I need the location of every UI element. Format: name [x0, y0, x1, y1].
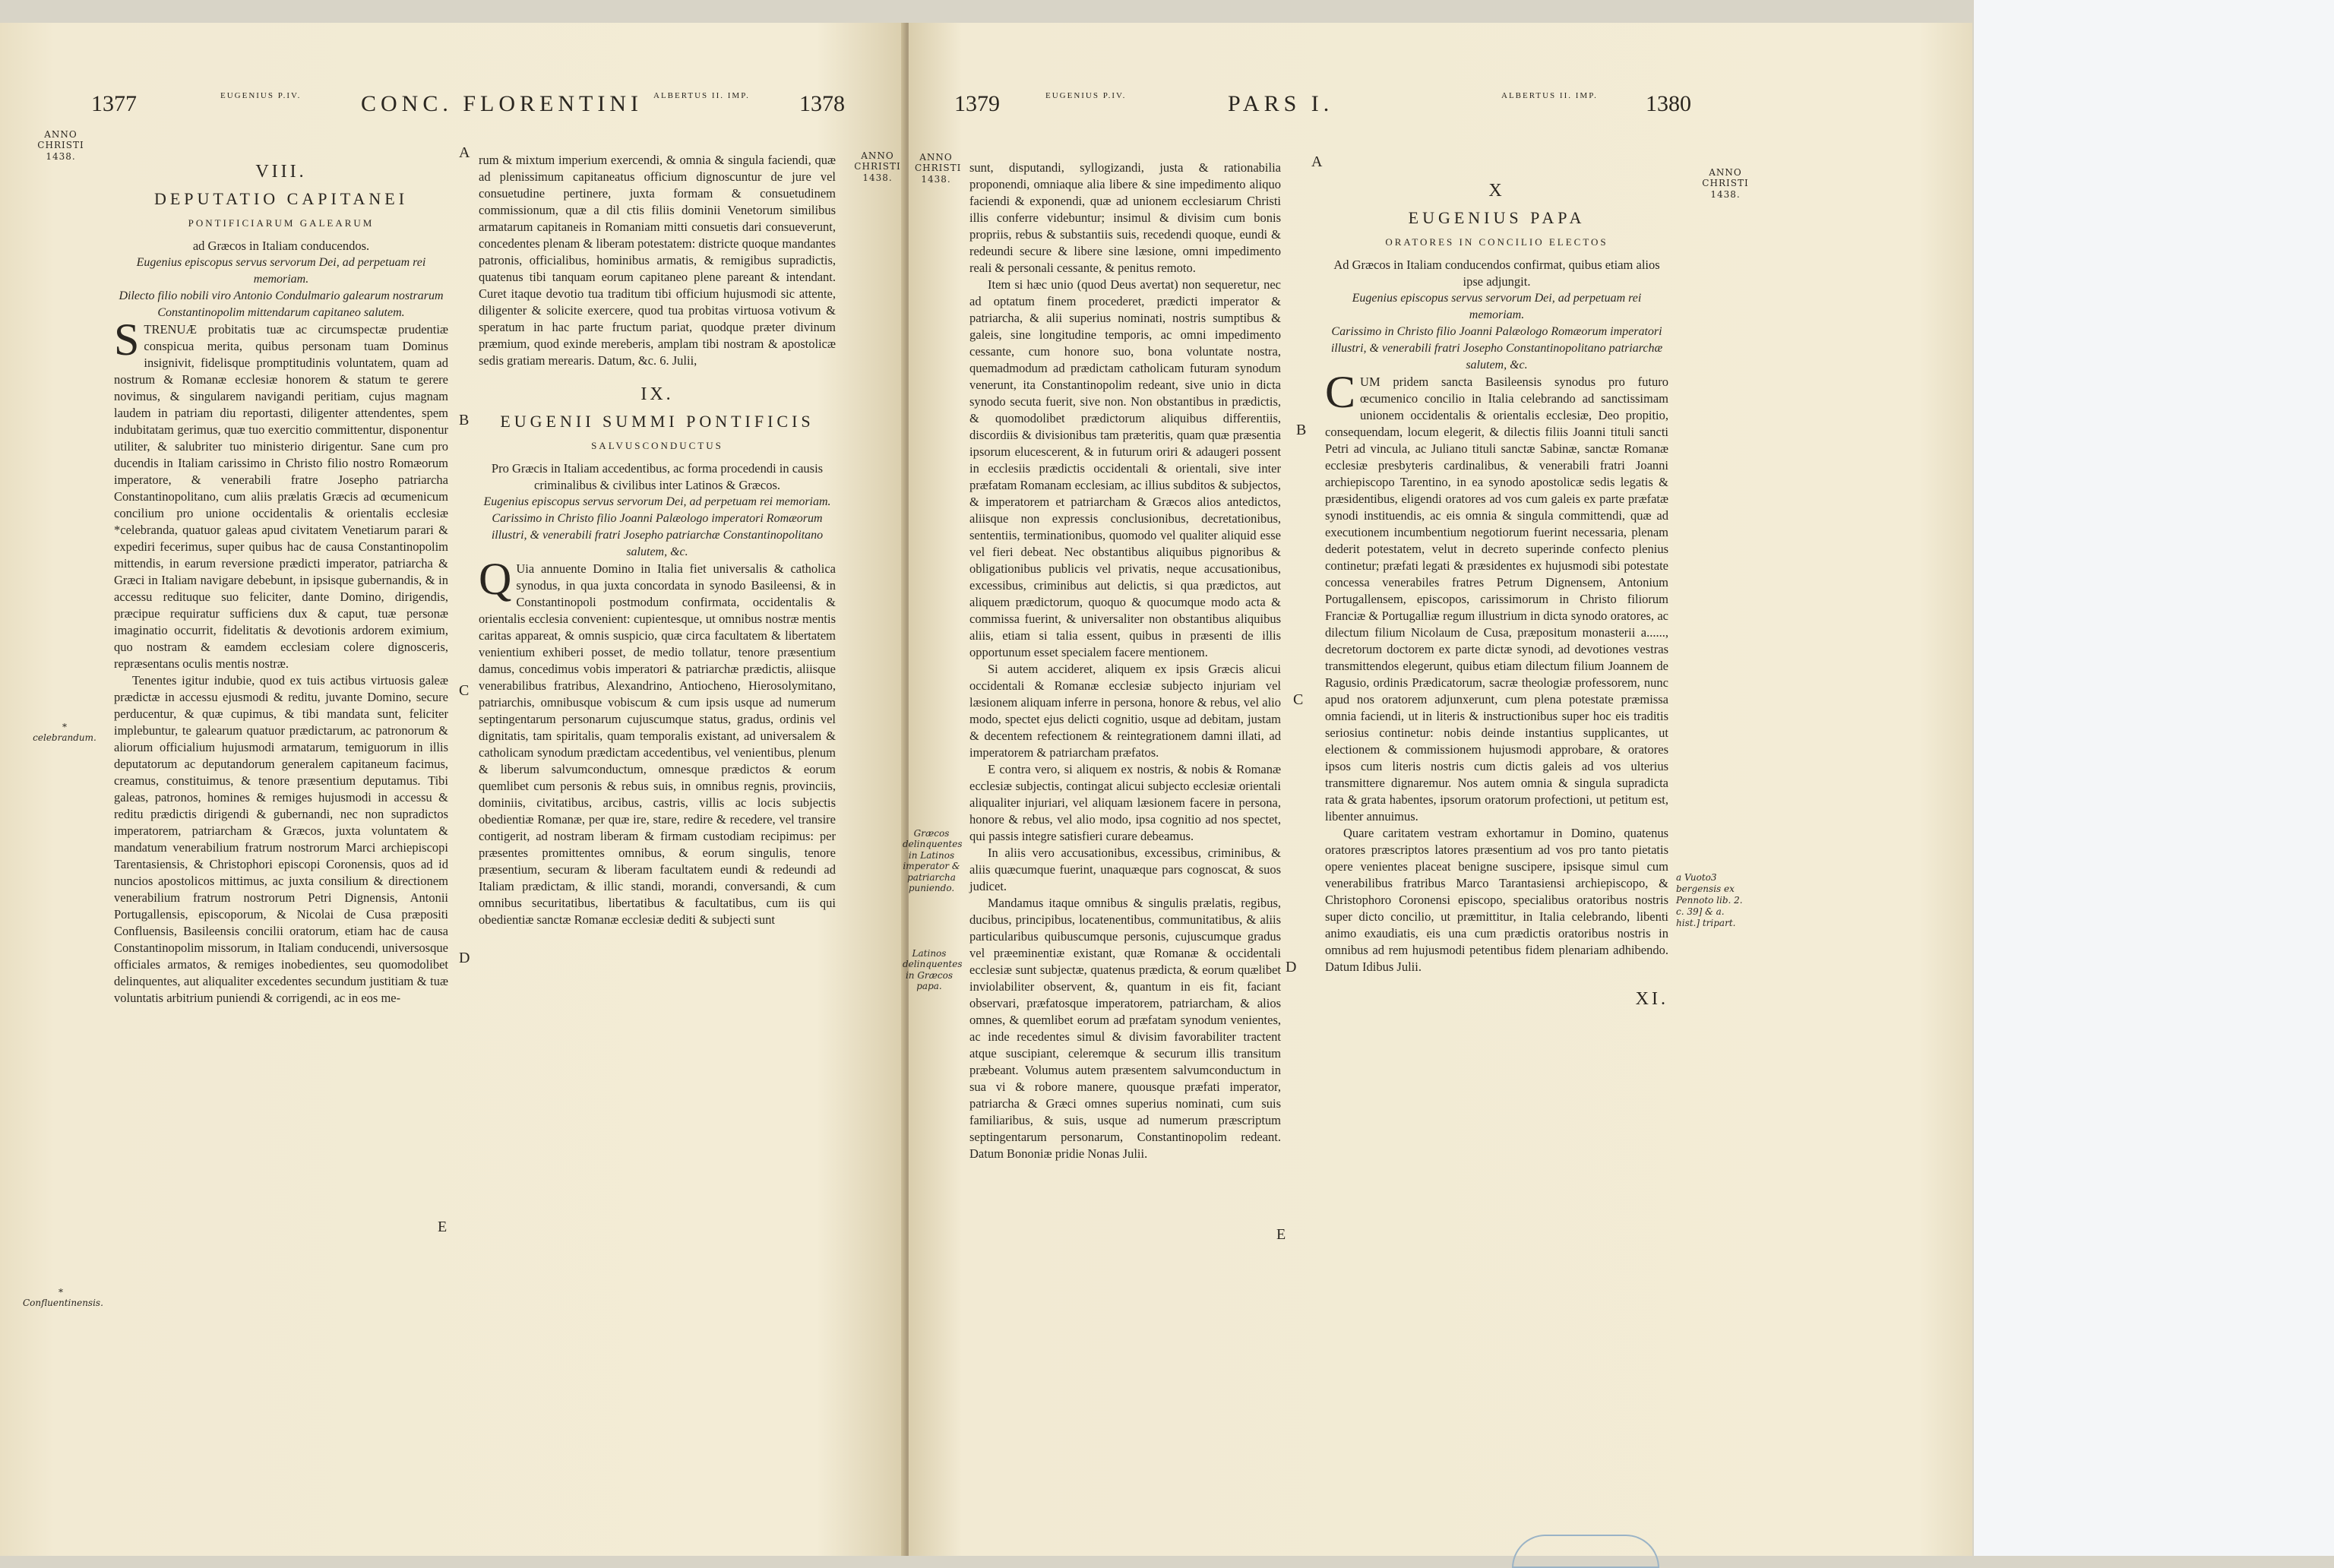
- document-summary: Ad Græcos in Italiam conducendos confirmat, quibus etiam alios ipse adjungit.: [1333, 258, 1660, 289]
- section-letter: B: [459, 412, 470, 428]
- document-subtitle: ORATORES IN CONCILIO ELECTOS: [1385, 236, 1608, 248]
- running-head-emperor: ALBERTUS II. IMP.: [1501, 91, 1598, 100]
- document-number: X: [1488, 181, 1505, 201]
- document-title: EUGENII SUMMI PONTIFICIS: [500, 412, 814, 431]
- body-paragraph: sunt, disputandi, syllogizandi, justa & rationabilia proponendi, omniaque alia libere & sine impedimento aliquo faciendi & exponendi, quæ ad unionem ecclesiarum Christi illis conferre videbuntur; insimul & divisim cum bonis propriis, rebus & substantiis suis, recedendi quoque, eundi & redeundi secure & libere sine læsione, omni impedimento reali & personali cessante, & penitus remoto.: [969, 160, 1281, 275]
- section-letter: D: [1286, 959, 1297, 975]
- margin-note: * celebrandum.: [33, 722, 96, 744]
- page-number: 1379: [954, 91, 1000, 116]
- document-subtitle: SALVUSCONDUCTUS: [591, 440, 723, 451]
- section-letter: A: [459, 144, 470, 161]
- running-head-pope: EUGENIUS P.IV.: [220, 91, 302, 100]
- next-document-number: XI.: [1635, 989, 1668, 1009]
- section-letter: D: [459, 950, 470, 966]
- anno-christi-margin: ANNO CHRISTI 1438.: [915, 152, 962, 185]
- papal-formula: Eugenius episcopus servus servorum Dei, ad perpetuam rei memoriam.: [483, 495, 831, 508]
- body-paragraph: Mandamus itaque omnibus & singulis prælatis, regibus, ducibus, principibus, locatenentibus, communitatibus, & aliis particularibus quibuscumque personis, cujuscumque gradus vel præeminentiæ existant, quæ Romanæ & occidentali ecclesiæ sunt subjectæ, quatenus prædicta, & eorum quælibet inviolabiliter observent, &, quantum in eis fit, faciant observari, præfatosque imperatorem, patriarcham, & alios omnes, & quemlibet eorum ad præfatam synodum venientes, ac inde recedentes simul & divisim favorabiliter tractent atque suscipiant, celeremque & securum illis transitum præbeant. Volumus autem præsentem salvumconductum in sua vi & robore manere, quousque præfati imperator, patriarcha & Græci omnes superius nominati, cum suis familiaribus, & suis, usque ad numerum præscriptum septingentarum personarum, Constantinopolim redeant. Datum Bononiæ pridie Nonas Julii.: [969, 896, 1281, 1161]
- section-letter: E: [1276, 1226, 1286, 1243]
- body-paragraph: QUia annuente Domino in Italia fiet universalis & catholica synodus, in qua juxta concordata in synodo Basileensi, & in Constantinopoli postmodum confirmata, occidentalis & orientalis ecclesia convenient: cupientesque, ut omnibus nostræ mentis caritas appareat, & omnis suspicio, quæ circa facultatem & libertatem venientium exhiberi posset, de medio tollatur, tenore præsentium damus, concedimus vobis imperatori & patriarchæ prædictis, aliisque venerabilibus fratribus, Alexandrino, Antiocheno, Hierosolymitano, patriarchis, omnibusque vobiscum & cum ipsis usque ad numerum septingentarum personarum cujuscumque status, gradus, ordinis vel dignitatis, tam spiritalis, quam temporalis existant, ad universalem & catholicam synodum prædictam accedentibus, vel venientibus, plenum & liberum salvumconductum, omnesque prædictos & eorum quemlibet cum personis & rebus suis, in omnibus regnis, provinciis, dominiis, civitatibus, arcibus, castris, villis ac locis subjectis obedientiæ Romanæ, per quæ ire, stare, redire & recedere, vel transire contigerit, ad nostram liberam & firmam custodiam recipimus: per præsentes promittentes omnibus, & eorum singulis, tenore præsentium, securam & liberam facultatem eundi & redeundi ad Italiam prædictam, & illic standi, morandi, conversandi, & cum omnibus securitatibus, libertatibus & facultatibus, cum iis qui obedientiæ sanctæ Romanæ ecclesiæ dediti & subjecti sunt: [479, 554, 836, 927]
- anno-christi-margin: ANNO CHRISTI 1438.: [1702, 167, 1749, 200]
- document-summary: Pro Græcis in Italiam accedentibus, ac forma procedendi in causis criminalibus & civilibus inter Latinos & Græcos.: [491, 461, 824, 492]
- margin-note: a Vuoto3 bergensis ex Pennoto lib. 2. c. 39] & a. hist.] tripart.: [1676, 872, 1743, 928]
- margin-note: * Confluentinensis.: [23, 1287, 103, 1309]
- salutation: Carissimo in Christo filio Joanni Palæologo imperatori Romæorum illustri, & venerabili fratri Josepho patriarchæ Constantinopolitano salutem, &c.: [491, 512, 824, 558]
- page-number: 1380: [1646, 91, 1691, 116]
- section-letter: B: [1296, 422, 1307, 438]
- body-paragraph: Item si hæc unio (quod Deus avertat) non sequeretur, nec ad optatum finem procederet, prædicti imperator & patriarcha, & alii superius nominati, nostris sumptibus & galeis, sine longitudine temporis, ac omni impedimento cessante, cum honore suo, bona voluntate nostra, quemadmodum ad prædictam catholicam futuram synodum venerunt, ita Constantinopolim redeant, sive unio in dicta synodo secuta fuerit, sive non. Non obstantibus in prædictis, & quomodolibet prædictorum aliquibus differentiis, discordiis & divisionibus tam præteritis, quam quæ præsentia ipsorum elucescerent, & in futurum oriri & adaugeri possent in ecclesiis prædictis occidentali & orientali, sive inter præfatam Romanam ecclesiam, ac illius subditos & subjectos, & imperatorem et patriarcham & Græcos alios antedictos, aliisque non expressis conclusionibus, decretationibus, sententiis, terminationibus, quomodo vel qualiter aliquid esse vel fieri debeat. Nec obstantibus aliquibus pignoribus & obligationibus publicis vel privatis, neque accusationibus, excessibus, criminibus aut delictis, si qua prædictos, aut aliquem prædictorum, quoquo & quocumque modo acta & commissa fuerint, & universaliter non obstantibus aliquibus aliis, etiam si talia essent, quibus in præsenti de illis opportunum esset specialem facere mentionem.: [969, 277, 1281, 659]
- body-paragraph: Tenentes igitur indubie, quod ex tuis actibus virtuosis galeæ prædictæ in accessu ejusmodi & reditu, juvante Domino, secure perducentur, & quæ cupimus, & tibi mandata sunt, feliciter implebuntur, te galearum quatuor prædictarum, ac patronorum & aliorum officialium hujusmodi armatarum, temiguorum in illis deputatorum ac deputandorum generalem capitaneum facimus, creamus, constituimus, & tenore præsentium deputamus. Tibi galeas, patronos, homines & remiges hujusmodi in accessu & reditu prædictis dirigendi & gubernandi, nec non supradictos imperatorem, patriarcham & Græcos, juxta voluntatem & mandatum venerabilium fratrum nostrorum Marci archiepiscopi Tarentasiensis, & Christophori episcopi Coronensis, quos ad id nuncios apostolicos mittimus, ac juxta consilium & directionem venerabilium fratrum nostrorum Petri Dignensis, Antonii Portugallensis, episcoporum, & Nicolai de Cusa præpositi Confluensis, Basileensis concilii oratorum, etiam hac de causa Constantinopolim missorum, in Italiam conducendi, universosque officiales armatos, & remiges inobedientes, seu quomodolibet delinquentes, aut aliqualiter excedentes secundum justitiam & tuæ voluntatis arbitrium puniendi & corrigendi, ac in eos me-: [114, 673, 448, 1005]
- anno-christi-margin: ANNO CHRISTI 1438.: [854, 150, 901, 183]
- scanner-background: [1974, 0, 2334, 1556]
- page-number: 1377: [91, 91, 137, 116]
- body-paragraph: E contra vero, si aliquem ex nostris, & nobis & Romanæ ecclesiæ subjectis, contingat alicui subjecto ecclesiæ orientali aliqualiter injuriari, vel aliquam læsionem facere in persona, honore & rebus, vel alio modo, ipsa cognitio ad nos spectet, qui passis integre satisfieri curare debeamus.: [969, 762, 1281, 843]
- salutation: Dilecto filio nobili viro Antonio Condulmario galearum nostrarum Constantinopolim mittendarum capitaneo salutem.: [119, 289, 444, 319]
- body-paragraph: rum & mixtum imperium exercendi, & omnia & singula faciendi, quæ ad plenissimum capitaneatus officium dignoscuntur de jure vel consuetudine pertinere, juxta formam & consuetudinem commissionum, quæ a dil ctis filiis dominii Venetorum similibus armatarum capitaneis in Romaniam mitti consuetis dari consueverunt, concedentes plenam & liberam potestatem: districte quoque mandantes patronis, officialibus, hominibus armatis, & remigibus supradictis, quatenus tibi tanquam eorum capitaneo plene pareant & intendant. Curet itaque devotio tua traditum tibi officium hujusmodi sic attente, diligenter & solicite exercere, quod tua probitas virtuosa votivum & speratum in hac parte fructum pariat, quodque præter divinum præmium, quod exinde mereberis, amplam tibi nostram & apostolicæ sedis gratiam merearis. Datum, &c. 6. Julii,: [479, 153, 836, 368]
- body-paragraph: In aliis vero accusationibus, excessibus, criminibus, & aliis quæcumque fuerint, unaquæque pars cognoscat, & suos judicet.: [969, 846, 1281, 893]
- running-title: CONC. FLORENTINI: [361, 91, 643, 116]
- document-number: VIII.: [255, 162, 307, 182]
- document-title: EUGENIUS PAPA: [1408, 208, 1586, 227]
- running-head-emperor: ALBERTUS II. IMP.: [653, 91, 750, 100]
- document-summary: ad Græcos in Italiam conducendos.: [192, 239, 370, 253]
- papal-formula: Eugenius episcopus servus servorum Dei, ad perpetuam rei memoriam.: [1352, 292, 1642, 321]
- document-title: DEPUTATIO CAPITANEI: [153, 189, 409, 208]
- papal-formula: Eugenius episcopus servus servorum Dei, ad perpetuam rei memoriam.: [136, 256, 426, 286]
- column-left-2: [479, 152, 836, 928]
- margin-note: Græcos delinquentes in Latinos imperator & patriarcha puniendo.: [903, 828, 963, 893]
- salutation: Carissimo in Christo filio Joanni Palæologo Romæorum imperatori illustri, & venerabili fratri Josepho Constantinopolitano patriarchæ salutem, &c.: [1330, 325, 1663, 371]
- document-subtitle: PONTIFICIARUM GALEARUM: [188, 217, 375, 229]
- library-stamp: [1512, 1535, 1659, 1568]
- running-head-pope: EUGENIUS P.IV.: [1045, 91, 1127, 100]
- section-letter: C: [1293, 691, 1304, 708]
- column-right-2: [1325, 175, 1668, 1015]
- body-paragraph: CUM pridem sancta Basileensis synodus pro futuro œcumenico concilio in Italia celebrando ad sanctissimam unionem occidentalis & orientalis ecclesiæ, Deo propitio, consequendam, locum elegerit, & dilectis filiis Joanni tituli sancti Petri ad vincula, ac Juliano tituli sanctæ Sabinæ, sanctæ Romanæ ecclesiæ presbyteris cardinalibus, & venerabili fratri Joanni archiepiscopo Tarentino, in ea synodo apostolicæ sedis legatis & præsidentibus, eligendi oratores ad vos cum galeis ex parte præfatæ synodi instituendis, ac eis omnia & singula committendi, quæ ad executionem incumbentium negotiorum fuerint necessaria, plenam dederit potestatem, velut in decreto superinde confecto plenius continetur; præfati legati & præsidentes ex hujusmodi sibi potestate concessa venerabiles fratres Petrum Dignensem, Antonium Portugallensem, episcopos, carissimorum in Christo filiorum Franciæ & Portugalliæ regum illustrium in dicta synodo oratores, ac dilectum filium Nicolaum de Cusa, præpositum monasterii a......, decretorum doctorem ex parte dictæ synodi, ad devotiones vestras transmittendos elegerunt, quibus etiam dilectum filium Joannem de Ragusio, ordinis Prædicatorum, sacræ theologiæ professorem, nunc apud nos oratorem adjunxerunt, cum plena potestate præmissa omnia faciendi, ut in literis & instructionibus super hoc eis traditis seriosius continetur: nobis deinde instantius supplicantes, ut electionem & commissionem hujusmodi approbare, & oratores ipsos cum literis nostris cum dictis galeis ad vos ulterius transmittere dignaremur. Nos autem omnia & singula supradicta rata & grata habentes, ipsorum oratorum profectioni, ut petitum est, libenter annuimus.: [1325, 367, 1668, 824]
- page-number: 1378: [799, 91, 845, 116]
- body-paragraph: Si autem accideret, aliquem ex ipsis Græcis alicui occidentali & Romanæ ecclesiæ subjecto injuriam vel læsionem aliquam inferre in persona, honore & rebus, vel alio modo, spectet ejus delicti cognitio, usque ad debitam, justam & decentem refectionem & reintegrationem damni illati, ad imperatorem & patriarcham præfatos.: [969, 662, 1281, 760]
- anno-christi-margin: ANNO CHRISTI 1438.: [37, 129, 84, 162]
- section-letter: C: [459, 682, 470, 699]
- body-paragraph: STRENUÆ probitatis tuæ ac circumspectæ prudentiæ conspicua merita, quibus personam tuam Dominus insignivit, fidelisque promptitudinis voluntatem, quam ad nostrum & Romanæ ecclesiæ honorem & statum te gerere novimus, & singularem navigandi peritiam, cujus magnam laudem in patriam diu reportasti, diligenter attendentes, spem indubitatam gerimus, quæ tuo exercitio committentur, disponentur utiliter, & salubriter tuo ministerio dirigentur. Sane cum pro ducendis in Italiam carissimo in Christo filio nostro Romæorum imperatore, & venerabili fratre Josepho patriarcha Constantinopolitano, cum aliis prælatis Græcis ad œcumenicum concilium pro unione occidentalis & orientalis ecclesiæ *celebranda, quatuor galeas apud civitatem Venetiarum parari & expediri fecerimus, super quibus hac de causa Constantinopolim mittendis, in earum reversione prædicti imperator, patriarcha & Græci in Italiam navigare debebunt, in ipsisque gubernandis, & in accessu redituque suo feliciter, dante Domino, dirigendis, præcipue requiratur sufficiens dux & caput, tuæ personæ imaginatio occurrit, fidelitatis & devotionis ardorem eximium, quo nostram & eamdem ecclesiam colere dignosceris, repræsentans oculis mentis nostræ.: [114, 315, 448, 671]
- right-page: [903, 23, 1972, 1556]
- margin-note: Latinos delinquentes in Græcos papa.: [903, 948, 963, 992]
- section-letter: A: [1311, 153, 1323, 170]
- column-right-1: [969, 160, 1281, 1162]
- running-title: PARS I.: [1228, 91, 1334, 116]
- left-page: [0, 23, 907, 1556]
- section-letter: E: [438, 1219, 448, 1235]
- column-left-1: [114, 156, 448, 1007]
- document-number: IX.: [640, 384, 674, 404]
- body-paragraph: Quare caritatem vestram exhortamur in Domino, quatenus oratores præscriptos latores præsentium ad vos pro tanto pietatis opere venientes placeat benigne suscipere, ipsisque simul cum venerabilibus fratribus Marco Tarantasiensi archiepiscopo, & Christophoro Coronensi episcopo, specialibus oratoribus nostris super dicto concilio, ut præmittitur, in Italia celebrando, libenti animo exaudiatis, eis una cum prædictis oratoribus nostris in omnibus ad rem hujusmodi petentibus fidem plenariam adhibendo. Datum Idibus Julii.: [1325, 826, 1668, 974]
